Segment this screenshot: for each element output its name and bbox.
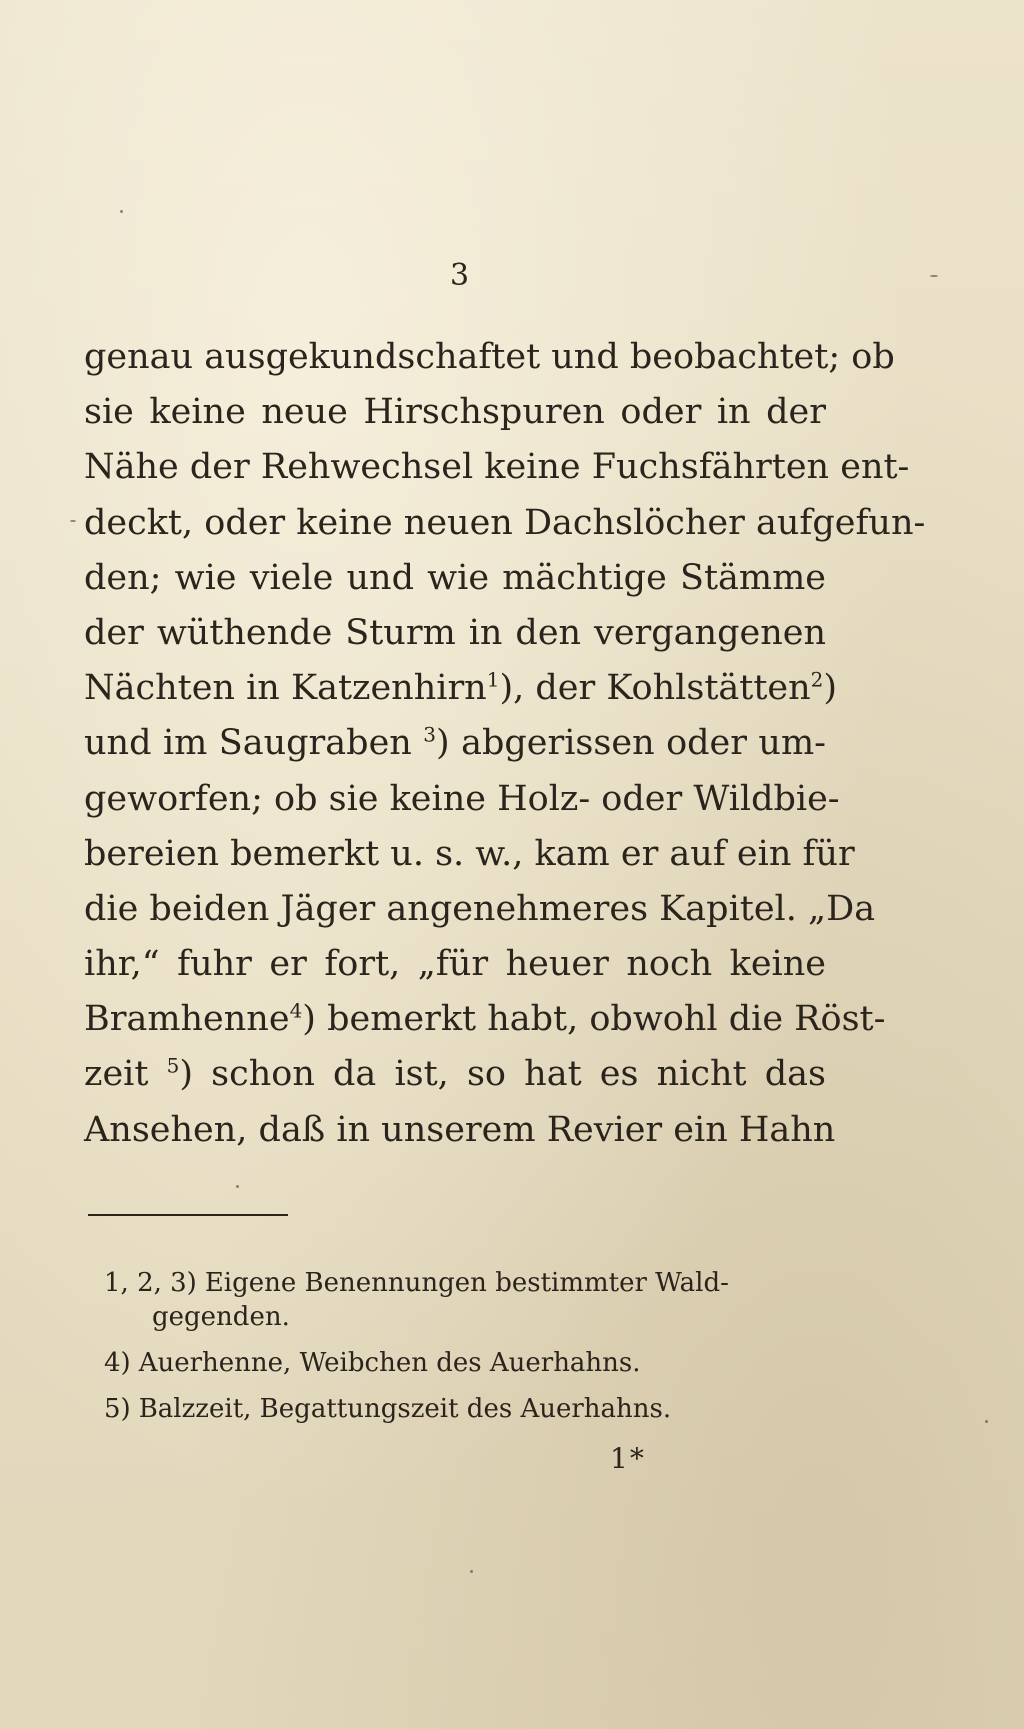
text-line-3: Nähe der Rehwechsel keine Fuchsfährten ent-	[84, 447, 910, 488]
footnote-text: Balzzeit, Begattungszeit des Auerhahns.	[138, 1394, 672, 1424]
footnote-5	[104, 1392, 844, 1426]
text-line-7	[84, 661, 838, 716]
text-line-6: der wüthende Sturm in den vergangenen	[84, 612, 826, 653]
text-line-8-start: und im Saugraben	[84, 723, 412, 764]
text-line-7-mid: ), der Kohlstätten	[499, 668, 811, 709]
footnote-4	[104, 1346, 844, 1380]
footnote-ref-4: 4	[289, 998, 303, 1023]
paper-speck	[236, 1185, 239, 1188]
footnote-ref-2: 2	[810, 667, 824, 692]
footnote-divider	[88, 1214, 288, 1216]
text-line-11: die beiden Jäger angenehmeres Kapitel. „Da	[84, 888, 876, 929]
signature-mark: 1*	[610, 1442, 646, 1475]
text-line-13-start: Bramhenne	[84, 999, 290, 1040]
footnote-text: Eigene Benennungen bestimmter Wald-	[204, 1268, 729, 1298]
footnote-ref-5: 5	[166, 1053, 180, 1078]
text-line-2: sie keine neue Hirschspuren oder in der	[84, 392, 826, 433]
paper-speck	[120, 210, 123, 213]
text-line-8-end: ) abgerissen oder um-	[436, 723, 826, 764]
text-line-8	[84, 716, 826, 771]
text-line-9: geworfen; ob sie keine Holz- oder Wildbie-	[84, 778, 840, 819]
text-line-14-start: zeit	[84, 1054, 149, 1095]
paper-speck	[930, 275, 938, 277]
text-line-5: den; wie viele und wie mächtige Stämme	[84, 557, 826, 598]
text-line-7-end: )	[823, 668, 838, 709]
text-line-4: deckt, oder keine neuen Dachslöcher aufgefun-	[84, 502, 926, 543]
text-line-10: bereien bemerkt u. s. w., kam er auf ein für	[84, 833, 855, 874]
paper-speck	[470, 1570, 473, 1573]
page-number: 3	[449, 258, 471, 293]
footnote-continuation: gegenden.	[152, 1302, 290, 1332]
footnote-ref-3: 3	[423, 722, 437, 747]
footnote-label: 4)	[104, 1348, 131, 1378]
text-line-14-end: ) schon da ist, so hat es nicht das	[179, 1054, 826, 1095]
paper-speck	[70, 520, 76, 522]
text-line-14	[84, 1047, 826, 1102]
footnotes	[104, 1266, 844, 1438]
text-line-15: Ansehen, daß in unserem Revier ein Hahn	[84, 1109, 836, 1150]
text-line-13-end: ) bemerkt habt, obwohl die Röst-	[302, 999, 886, 1040]
footnote-label: 1, 2, 3)	[104, 1268, 197, 1298]
text-line-7-start: Nächten in Katzenhirn	[84, 668, 487, 709]
text-line-1: genau ausgekundschaftet und beobachtet; ob	[84, 337, 895, 377]
footnote-label: 5)	[104, 1394, 131, 1424]
text-line-12: ihr,“ fuhr er fort, „für heuer noch keine	[84, 944, 826, 985]
footnote-ref-1: 1	[486, 667, 500, 692]
paper-speck	[985, 1420, 988, 1423]
footnote-text: Auerhenne, Weibchen des Auerhahns.	[138, 1348, 641, 1378]
body-text	[84, 330, 926, 1158]
footnote-1-2-3	[104, 1266, 844, 1334]
text-line-13	[84, 992, 886, 1047]
